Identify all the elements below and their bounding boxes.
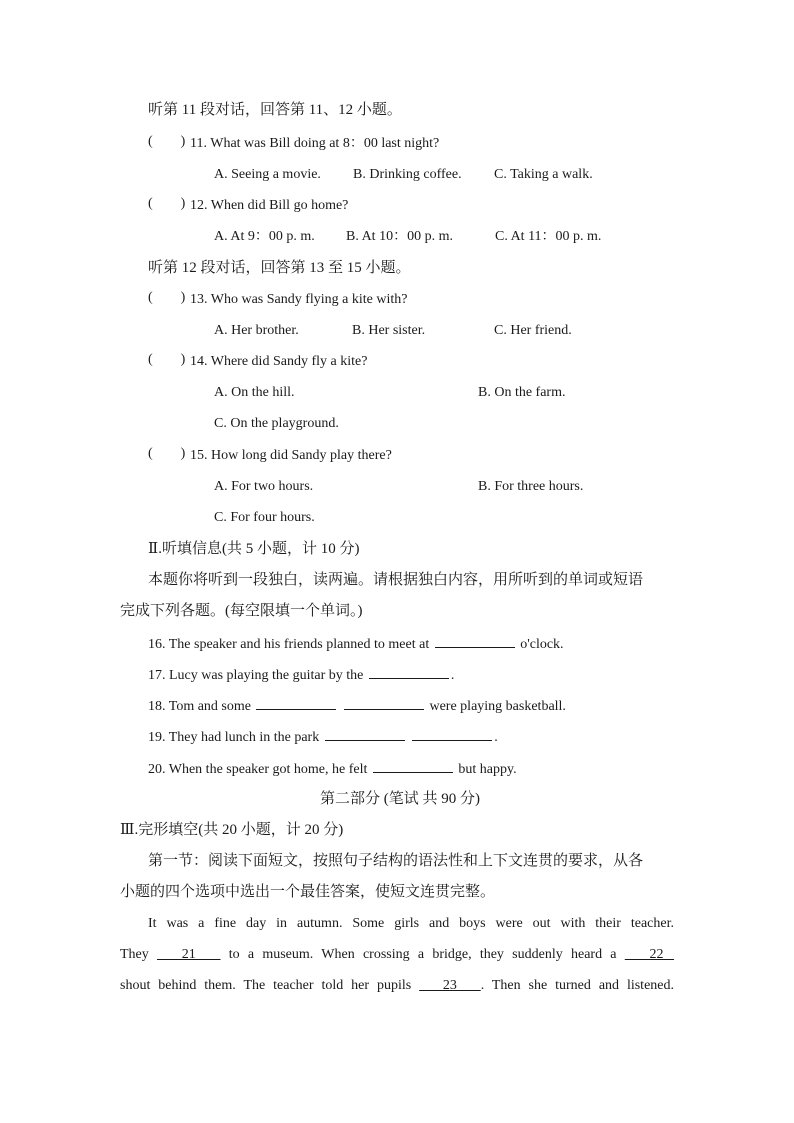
fill-text: 18. Tom and some [148,699,251,714]
part3-instruction: 第一节：阅读下面短文，按照句子结构的语法性和上下文连贯的要求，从各 [148,853,644,869]
answer-blank[interactable] [435,633,515,648]
fill-text: 17. Lucy was playing the guitar by the [148,668,364,683]
question-stem-14: 14. Where did Sandy fly a kite? [190,354,368,369]
answer-paren[interactable]: ( ) [148,196,186,211]
fill-text: 16. The speaker and his friends planned to meet at [148,637,430,652]
cloze-blank-22[interactable]: 22 [624,947,675,962]
passage-text: shout behind them. The teacher told her pupils [120,978,420,993]
answer-paren[interactable]: ( ) [148,446,186,461]
part2-heading: Ⅱ.听填信息(共 5 小题，计 10 分) [148,541,360,557]
option-15-a: A. For two hours. [214,479,314,494]
answer-blank[interactable] [373,758,453,773]
fill-text: 20. When the speaker got home, he felt [148,762,368,777]
answer-blank[interactable] [325,726,405,741]
option-15-b: B. For three hours. [478,479,584,494]
question-stem-15: 15. How long did Sandy play there? [190,448,392,463]
fill-item-16 [148,633,564,655]
part3-instruction: 小题的四个选项中选出一个最佳答案，使短文连贯完整。 [120,884,496,900]
option-15-c: C. For four hours. [214,510,315,525]
option-12-a: A. At 9：00 p. m. [214,229,315,244]
fill-text: . [494,730,498,745]
option-11-a: A. Seeing a movie. [214,167,321,182]
option-12-b: B. At 10：00 p. m. [346,229,453,244]
fill-text: o'clock. [520,637,564,652]
option-12-c: C. At 11：00 p. m. [495,229,602,244]
passage-text: They [120,947,158,962]
question-stem-11: 11. What was Bill doing at 8：00 last night? [190,136,440,151]
passage-line: It was a fine day in autumn. Some girls and boys were out with their teacher. [148,916,674,931]
answer-blank[interactable] [344,695,424,710]
option-14-a: A. On the hill. [214,385,295,400]
fill-item-20 [148,758,517,780]
written-part-title: 第二部分 (笔试 共 90 分) [320,791,480,807]
part3-heading: Ⅲ.完形填空(共 20 小题，计 20 分) [120,822,344,838]
option-13-a: A. Her brother. [214,323,299,338]
option-14-c: C. On the playground. [214,416,339,431]
fill-text: were playing basketball. [429,699,566,714]
passage-text: to a museum. When crossing a bridge, they suddenly heard a [220,947,625,962]
fill-text: . [450,668,455,683]
option-11-c: C. Taking a walk. [494,167,593,182]
answer-blank[interactable] [256,695,336,710]
fill-item-18 [148,695,566,717]
option-13-c: C. Her friend. [494,323,572,338]
fill-item-17 [148,664,454,686]
passage-line [120,945,674,965]
question-stem-12: 12. When did Bill go home? [190,198,349,213]
answer-paren[interactable]: ( ) [148,134,186,149]
fill-item-19 [148,726,498,748]
passage-line [120,976,674,996]
answer-paren[interactable]: ( ) [148,352,186,367]
option-13-b: B. Her sister. [352,323,426,338]
cloze-blank-23[interactable]: 23 [419,978,481,993]
cloze-blank-21[interactable]: 21 [157,947,221,962]
question-stem-13: 13. Who was Sandy flying a kite with? [190,292,408,307]
answer-paren[interactable]: ( ) [148,290,186,305]
answer-blank[interactable] [412,726,492,741]
passage-text: . Then she turned and listened. [480,978,675,993]
option-14-b: B. On the farm. [478,385,566,400]
fill-text: but happy. [458,762,517,777]
dialog12-heading: 听第 12 段对话，回答第 13 至 15 小题。 [148,260,411,276]
part2-instruction: 本题你将听到一段独白，读两遍。请根据独白内容，用所听到的单词或短语 [148,572,644,588]
option-11-b: B. Drinking coffee. [353,167,462,182]
part2-instruction: 完成下列各题。(每空限填一个单词。) [120,603,363,619]
fill-text: 19. They had lunch in the park [148,730,320,745]
dialog11-heading: 听第 11 段对话，回答第 11、12 小题。 [148,102,402,118]
answer-blank[interactable] [369,664,449,679]
